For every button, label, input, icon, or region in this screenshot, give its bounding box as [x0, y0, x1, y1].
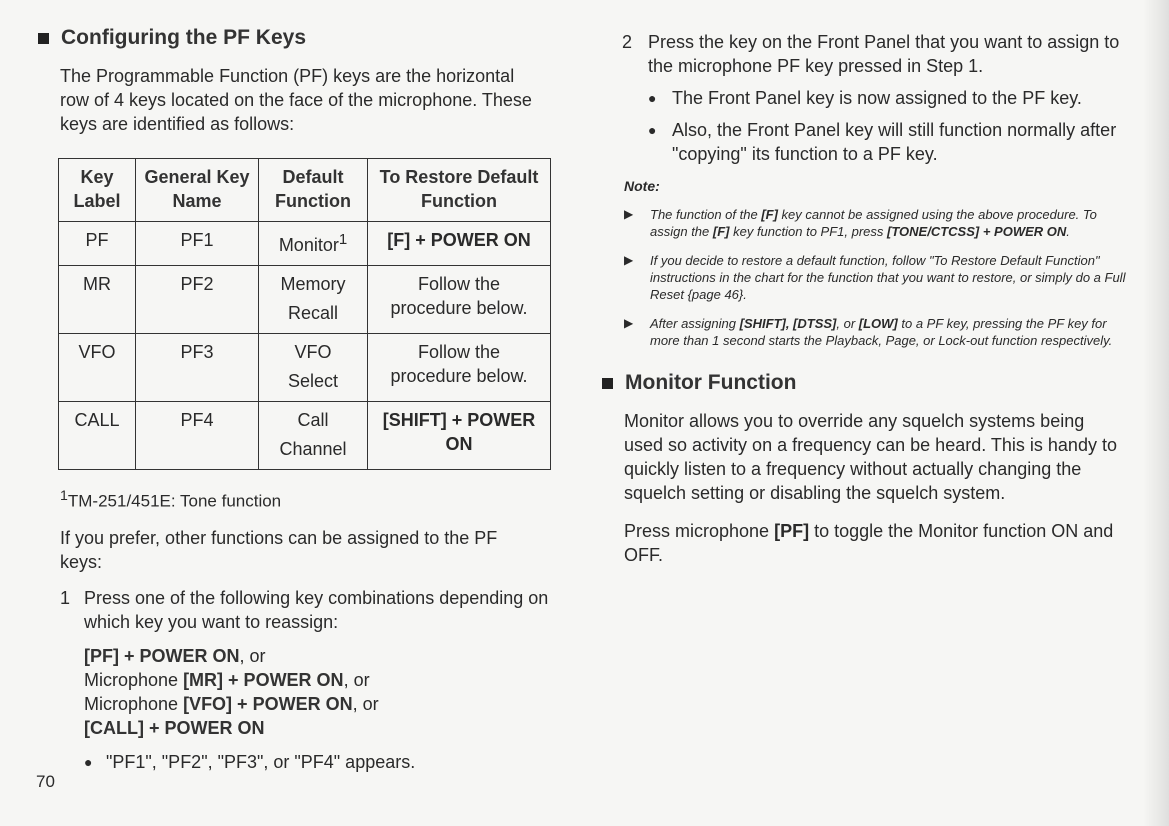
note-seg: The function of the — [650, 207, 762, 222]
combo-keys: [VFO] + POWER ON — [183, 693, 353, 714]
cell-default-text: VFO Select — [287, 342, 339, 391]
combo-suffix: , or — [343, 669, 370, 690]
page-number: 70 — [36, 772, 55, 791]
note-seg: , or — [836, 316, 859, 331]
footnote-marker: 1 — [338, 231, 348, 248]
cell-default — [259, 402, 368, 470]
step-text: Press the key on the Front Panel that you want to assign to the microphone PF key pressed in Step 1. — [648, 32, 1120, 76]
cell-key-label: CALL — [59, 402, 136, 470]
note-text — [650, 315, 1127, 349]
cell-key-label: PF — [59, 222, 136, 266]
square-bullet-icon — [38, 33, 49, 44]
bullet-item — [648, 86, 1127, 110]
note-seg: key cannot be assigned using the above procedure. To assign the — [650, 207, 1097, 239]
table-row — [59, 266, 551, 334]
note-key: [F] — [761, 207, 778, 222]
combo-suffix: , or — [239, 645, 266, 666]
cell-default-text: Call Channel — [279, 410, 347, 459]
left-column — [38, 26, 558, 774]
section-heading-pf-keys — [38, 26, 558, 50]
bullet-text: "PF1", "PF2", "PF3", or "PF4" appears. — [106, 751, 416, 772]
bullet-text: Also, the Front Panel key will still function normally after "copying" its function to a PF key. — [672, 120, 1117, 164]
bullet-dot-icon: ● — [648, 122, 657, 138]
note-text: If you decide to restore a default function, follow "To Restore Default Function" instructions in the chart for the function that you want to restore, or simply do a Full Reset {page 46}. — [650, 253, 1126, 302]
pf-key-table — [58, 158, 551, 470]
cell-key-name: PF1 — [136, 222, 259, 266]
footnote — [60, 484, 558, 514]
heading-text: Monitor Function — [625, 371, 797, 394]
step-text: Press one of the following key combinations depending on which key you want to reassign: — [84, 587, 549, 632]
note-text — [650, 206, 1127, 240]
step-number: 2 — [622, 32, 633, 52]
bullet-appears — [84, 750, 558, 774]
para-seg: to toggle the Monitor function ON and OFF. — [624, 521, 1114, 565]
monitor-paragraph-2 — [624, 519, 1127, 567]
combo-keys: [PF] + POWER ON — [84, 645, 240, 666]
header-general-key-name: General Key Name — [136, 159, 259, 222]
heading-text: Configuring the PF Keys — [61, 26, 307, 49]
table-header-row — [59, 159, 551, 222]
bullet-item — [648, 118, 1127, 166]
cell-default — [259, 222, 368, 266]
monitor-paragraph-1: Monitor allows you to override any squelch systems being used so activity on a frequency can be heard. This is handy to quickly listen to a frequency without actually changing the squelch setting or disabling the squelch system. — [624, 411, 1117, 503]
para-seg: Press microphone — [624, 521, 775, 541]
para-key: [PF] — [774, 521, 810, 541]
header-default-function: Default Function — [259, 159, 368, 222]
prefer-paragraph: If you prefer, other functions can be assigned to the PF keys: — [60, 527, 498, 572]
footnote-text: TM-251/451E: Tone function — [67, 491, 282, 511]
key-combinations — [84, 644, 558, 740]
note-key: [LOW] — [858, 316, 898, 331]
bullet-dot-icon: ● — [648, 90, 657, 106]
note-seg: After assigning — [650, 316, 740, 331]
page-edge-shadow — [1143, 0, 1169, 826]
note-seg: . — [1066, 224, 1070, 239]
footnote-number: 1 — [60, 488, 68, 504]
table-row — [59, 222, 551, 266]
cell-restore: [F] + POWER ON — [368, 222, 551, 266]
table-body — [59, 222, 551, 470]
note-item — [624, 252, 1127, 303]
combo-line — [84, 668, 558, 692]
combo-prefix: Microphone — [84, 693, 184, 714]
note-key: [SHIFT], [DTSS] — [739, 316, 837, 331]
note-key: [TONE/CTCSS] + POWER ON — [887, 224, 1067, 239]
square-bullet-icon — [602, 378, 613, 389]
cell-default-text: Memory Recall — [280, 274, 346, 323]
note-item — [624, 315, 1127, 349]
step-2 — [622, 30, 1127, 78]
table-row — [59, 402, 551, 470]
combo-line — [84, 716, 558, 740]
cell-key-name: PF4 — [136, 402, 259, 470]
note-seg: to a PF key, pressing the PF key for more than 1 second starts the Playback, Page, or Lock-out function respectively. — [650, 316, 1113, 348]
cell-default — [259, 334, 368, 402]
right-column — [622, 30, 1127, 567]
cell-key-name: PF3 — [136, 334, 259, 402]
cell-default — [259, 266, 368, 334]
header-restore-function: To Restore Default Function — [368, 159, 551, 222]
cell-restore: [SHIFT] + POWER ON — [368, 402, 551, 470]
triangle-bullet-icon: ▶ — [624, 316, 634, 330]
note-item — [624, 206, 1127, 240]
intro-paragraph: The Programmable Function (PF) keys are the horizontal row of 4 keys located on the face of the microphone. These keys are identified as follows: — [60, 66, 532, 134]
cell-key-label: VFO — [59, 334, 136, 402]
bullet-text: The Front Panel key is now assigned to the PF key. — [672, 88, 1082, 108]
combo-keys: [MR] + POWER ON — [183, 669, 344, 690]
combo-suffix: , or — [352, 693, 379, 714]
step-number: 1 — [60, 587, 71, 608]
table-row — [59, 334, 551, 402]
combo-prefix: Microphone — [84, 669, 184, 690]
cell-restore: Follow the procedure below. — [368, 266, 551, 334]
triangle-bullet-icon: ▶ — [624, 207, 634, 221]
bullet-dot-icon: ● — [84, 753, 93, 770]
step-1 — [60, 586, 558, 634]
note-seg: key function to PF1, press — [729, 224, 888, 239]
triangle-bullet-icon: ▶ — [624, 253, 634, 267]
note-label: Note: — [624, 178, 660, 194]
header-key-label: Key Label — [59, 159, 136, 222]
combo-keys: [CALL] + POWER ON — [84, 717, 265, 738]
note-key: [F] — [712, 224, 730, 239]
cell-key-label: MR — [59, 266, 136, 334]
combo-line — [84, 692, 558, 716]
cell-key-name: PF2 — [136, 266, 259, 334]
section-heading-monitor — [602, 371, 1127, 395]
cell-default-text: Monitor — [278, 235, 339, 255]
combo-line — [84, 644, 558, 668]
cell-restore: Follow the procedure below. — [368, 334, 551, 402]
